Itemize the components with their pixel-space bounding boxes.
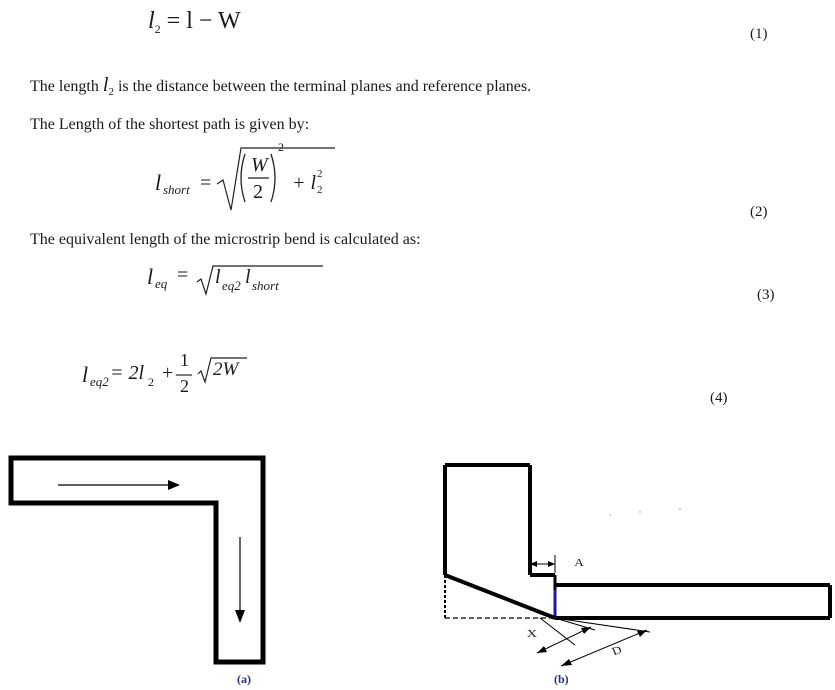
- equation-1: [148, 8, 241, 35]
- equation-3-number: (3): [757, 287, 775, 303]
- eq3-equals: =: [177, 264, 189, 286]
- paragraph-shortest-path: The Length of the shortest path is given by:: [30, 116, 310, 133]
- paragraph-terminal-planes: [30, 74, 531, 97]
- eq2-denominator: 2: [253, 181, 263, 203]
- eq1-rhs: = l − W: [166, 8, 241, 34]
- equation-3: [147, 262, 297, 302]
- eq2-outer-exponent: 2: [278, 140, 284, 154]
- equation-2: [155, 140, 355, 216]
- eq4-plus: +: [162, 362, 174, 384]
- eq4-fraction-numerator: 1: [180, 350, 189, 370]
- eq2-numerator: W: [251, 154, 268, 176]
- eq3-factor-1: l: [215, 266, 221, 288]
- figure-a-bend-diagram: [8, 455, 278, 670]
- eq4-radicand: 2W: [213, 359, 239, 380]
- equation-2-number: (2): [750, 204, 768, 220]
- label-X: X: [526, 628, 538, 640]
- eq4-fraction-denominator: 2: [180, 376, 189, 396]
- eq3-factor-2-sub: short: [252, 278, 279, 293]
- eq2-plus-term: + l: [292, 172, 317, 194]
- eq4-lhs-sub: eq2: [90, 374, 109, 389]
- para1-text-b: is the distance between the terminal planes and reference planes.: [113, 78, 532, 95]
- para1-variable-sub: 2: [108, 86, 114, 98]
- para1-variable: l: [102, 74, 109, 96]
- eq2-lhs: l: [155, 170, 162, 195]
- figure-a-caption: (a): [237, 672, 251, 686]
- eq1-lhs: l: [148, 8, 155, 34]
- eq4-lhs: l: [82, 362, 89, 387]
- eq2-plus-sub: 2: [317, 184, 323, 196]
- eq3-lhs-sub: eq: [155, 276, 168, 291]
- figure-b-caption: (b): [554, 672, 569, 686]
- eq4-rhs-sub: 2: [148, 375, 154, 389]
- label-A: A: [574, 557, 584, 569]
- eq3-factor-2: l: [245, 266, 251, 288]
- eq2-equals: =: [200, 172, 212, 194]
- equation-4: [82, 350, 262, 400]
- eq4-rhs: = 2l: [110, 362, 145, 384]
- eq2-lhs-sub: short: [163, 182, 190, 197]
- eq3-factor-1-sub: eq2: [222, 278, 241, 293]
- paragraph-equivalent-length: The equivalent length of the microstrip bend is calculated as:: [30, 231, 421, 248]
- figure-b-mitered-bend-diagram: [435, 455, 835, 670]
- label-D: D: [610, 644, 624, 658]
- equation-1-number: (1): [750, 26, 768, 42]
- eq3-lhs: l: [147, 264, 154, 289]
- para1-text-a: The length: [30, 78, 103, 95]
- eq1-lhs-sub: 2: [154, 22, 161, 36]
- equation-4-number: (4): [710, 390, 728, 406]
- eq2-plus-sup: 2: [317, 168, 323, 180]
